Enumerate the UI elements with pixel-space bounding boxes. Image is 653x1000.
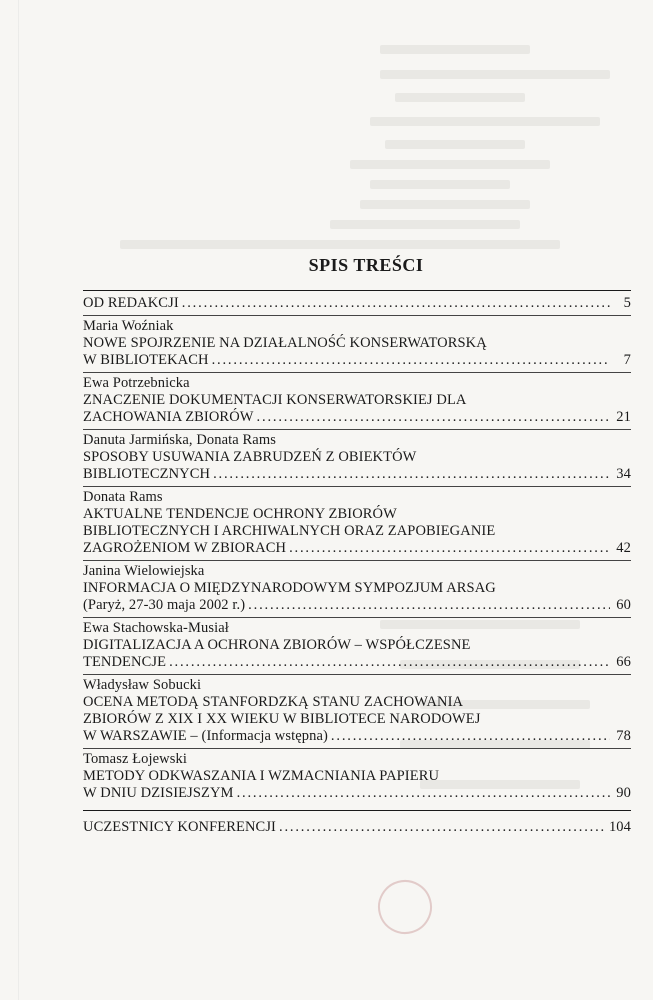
- dot-leader: [212, 352, 610, 369]
- toc-entry-last-line: [83, 409, 631, 426]
- toc-entry-title-line: OCENA METODĄ STANFORDZKĄ STANU ZACHOWANIA: [83, 694, 464, 710]
- dot-leader: [237, 785, 610, 802]
- entry-separator: [83, 748, 631, 749]
- toc-entry-author: Maria Woźniak: [83, 318, 174, 334]
- page-title: SPIS TREŚCI: [308, 255, 424, 275]
- toc-entry-last-line: [83, 466, 631, 483]
- entry-separator: [83, 372, 631, 373]
- toc-entry-title: OD REDAKCJI: [83, 295, 179, 311]
- entry-separator: [83, 429, 631, 430]
- toc-page-number: 21: [616, 409, 631, 425]
- toc-entry-title-line: METODY ODKWASZANIA I WZMACNIANIA PAPIERU: [83, 768, 440, 784]
- entry-separator: [83, 617, 631, 618]
- toc-entry-title-line: DIGITALIZACJA A OCHRONA ZBIORÓW – WSPÓŁCZESNE: [83, 637, 471, 653]
- toc-entry-title-line: ZNACZENIE DOKUMENTACJI KONSERWATORSKIEJ DLA: [83, 392, 467, 408]
- toc-entry-author: Władysław Sobucki: [83, 677, 202, 693]
- dot-leader: [279, 819, 606, 836]
- toc-page-number: 60: [616, 597, 631, 613]
- dot-leader: [213, 466, 610, 483]
- toc-entry[interactable]: [83, 489, 631, 557]
- toc-entry-title: (Paryż, 27-30 maja 2002 r.): [83, 597, 246, 613]
- toc-entry-last-line: [83, 728, 631, 745]
- toc-entry-last-line: [83, 654, 631, 671]
- toc-entry-title: W BIBLIOTEKACH: [83, 352, 209, 368]
- dot-leader: [182, 295, 610, 312]
- toc-entry-author: Tomasz Łojewski: [83, 751, 187, 767]
- toc-page-number: 7: [623, 352, 631, 368]
- toc-entry-author: Ewa Potrzebnicka: [83, 375, 190, 391]
- entry-separator: [83, 486, 631, 487]
- toc-entry-last-line: [83, 785, 631, 802]
- toc-entry-title-line: ZBIORÓW Z XIX I XX WIEKU W BIBLIOTECE NARODOWEJ: [83, 711, 481, 727]
- toc-page-number: 5: [623, 295, 631, 311]
- toc-entry[interactable]: [83, 751, 631, 802]
- entry-separator: [83, 674, 631, 675]
- toc-page-number: 90: [616, 785, 631, 801]
- entry-separator: [83, 315, 631, 316]
- toc-entry-title: ZAGROŻENIOM W ZBIORACH: [83, 540, 287, 556]
- table-of-contents: [83, 255, 631, 836]
- toc-entry[interactable]: [83, 295, 631, 312]
- toc-entry[interactable]: [83, 677, 631, 745]
- toc-entry-title-line: SPOSOBY USUWANIA ZABRUDZEŃ Z OBIEKTÓW: [83, 449, 417, 465]
- toc-page-number: 66: [616, 654, 631, 670]
- page-gutter-edge: [18, 0, 19, 1000]
- dot-leader: [257, 409, 610, 426]
- bottom-rule: [83, 810, 631, 811]
- toc-entry-title: TENDENCJE: [83, 654, 167, 670]
- toc-entry-final[interactable]: [83, 819, 631, 836]
- toc-entry-title: BIBLIOTECZNYCH: [83, 466, 211, 482]
- toc-entry-title-line: NOWE SPOJRZENIE NA DZIAŁALNOŚĆ KONSERWATORSKĄ: [83, 335, 487, 351]
- dot-leader: [331, 728, 610, 745]
- toc-entry-author: Ewa Stachowska-Musiał: [83, 620, 229, 636]
- toc-entry[interactable]: [83, 620, 631, 671]
- toc-entry-title: ZACHOWANIA ZBIORÓW: [83, 409, 254, 425]
- toc-entry-title-line: BIBLIOTECZNYCH I ARCHIWALNYCH ORAZ ZAPOBIEGANIE: [83, 523, 496, 539]
- toc-entry-title: W DNIU DZISIEJSZYM: [83, 785, 234, 801]
- dot-leader: [248, 597, 610, 614]
- toc-page-number: 42: [616, 540, 631, 556]
- toc-list: [83, 295, 631, 802]
- toc-page-number: 104: [608, 819, 631, 835]
- toc-entry[interactable]: [83, 563, 631, 614]
- toc-entry[interactable]: [83, 432, 631, 483]
- toc-entry-author: Danuta Jarmińska, Donata Rams: [83, 432, 276, 448]
- toc-page-number: 78: [616, 728, 631, 744]
- toc-entry-author: Donata Rams: [83, 489, 163, 505]
- toc-entry-title: W WARSZAWIE – (Informacja wstępna): [83, 728, 328, 744]
- dot-leader: [289, 540, 610, 557]
- toc-entry-author: Janina Wielowiejska: [83, 563, 205, 579]
- toc-entry-title-line: AKTUALNE TENDENCJE OCHRONY ZBIORÓW: [83, 506, 397, 522]
- toc-page-number: 34: [616, 466, 631, 482]
- top-rule: [83, 290, 631, 291]
- toc-entry-title-line: INFORMACJA O MIĘDZYNARODOWYM SYMPOZJUM ARSAG: [83, 580, 496, 596]
- toc-entry-last-line: [83, 540, 631, 557]
- dot-leader: [169, 654, 610, 671]
- toc-entry[interactable]: [83, 318, 631, 369]
- toc-entry-last-line: [83, 597, 631, 614]
- toc-entry-last-line: [83, 352, 631, 369]
- toc-entry-last-line: [83, 295, 631, 312]
- toc-entry[interactable]: [83, 375, 631, 426]
- library-stamp: [372, 874, 438, 940]
- toc-entry-title: UCZESTNICY KONFERENCJI: [83, 819, 276, 835]
- entry-separator: [83, 560, 631, 561]
